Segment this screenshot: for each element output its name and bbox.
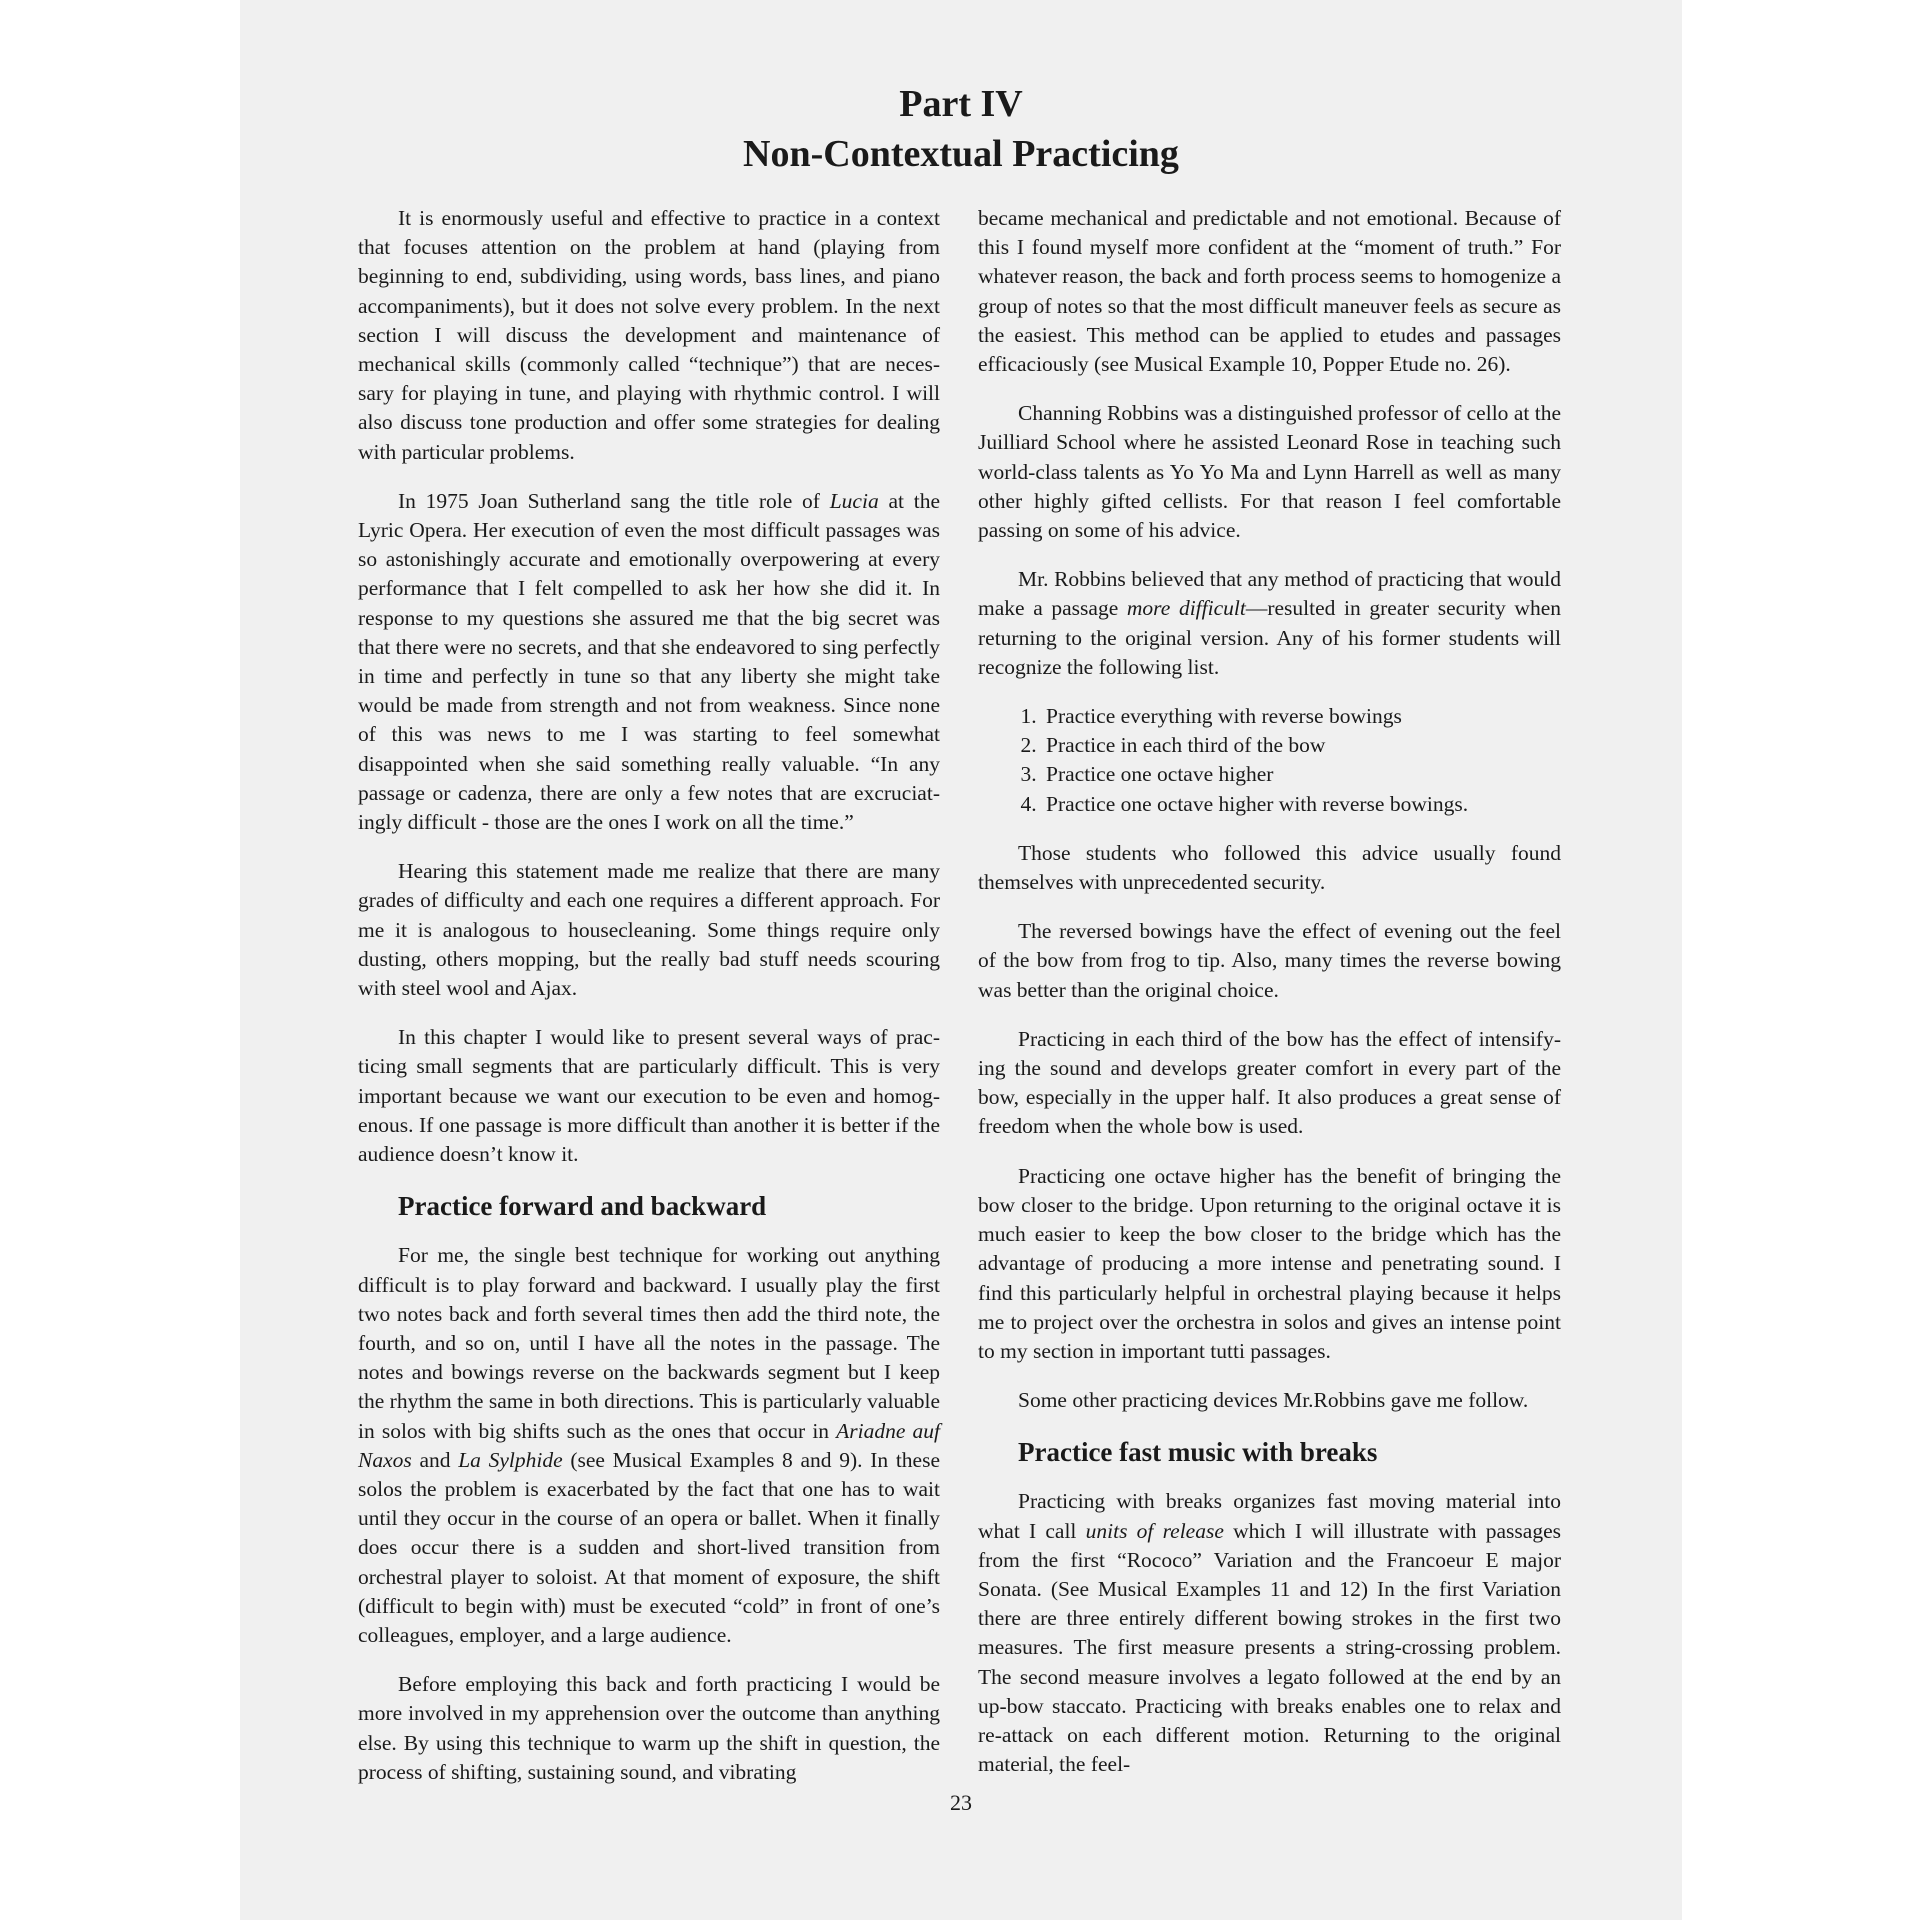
list-item: 1. Practice everything with reverse bowings	[1042, 702, 1561, 731]
part-heading: Part IV	[899, 83, 1023, 125]
chapter-title: Non-Contextual Practicing	[743, 133, 1179, 175]
paragraph: Practicing with breaks organizes fast moving material into what I call units of release which I will illustrate with passages from the first “Rococo” Variation and the Francoeur E major Sonata. (See Musical Examples 11 and 12) In the first Variation there are three entirely different bowing strokes in the first two measures. The first measure presents a string-crossing problem. The second measure involves a legato followed at the end by an up-bow staccato. Practicing with breaks enables one to relax and re-attack on each different motion. Returning to the original material, the feel-	[978, 1489, 1561, 1777]
paragraph: Those students who followed this advice usually found themselves with unprecedented security.	[978, 840, 1561, 895]
practice-list	[978, 702, 1561, 819]
list-item: 2. Practice in each third of the bow	[1042, 731, 1561, 760]
paragraph: In 1975 Joan Sutherland sang the title role of Lucia at the Lyric Opera. Her execution of even the most difficult passages was so astonishingly accurate and emotionally overpowering at every performance that I felt compelled to ask her how she did it. In response to my questions she assured me that the big secret was that there were no secrets, and that she endeavored to sing perfectly in time and perfectly in tune so that any liberty she might take would be made from strength and not from weakness. Since none of this was news to me I was starting to feel somewhat disappointed when she said something really valuable. “In any passage or cadenza, there are only a few notes that are excruciatingly difficult - those are the ones I work on all the time.”	[358, 488, 940, 835]
paragraph: Practicing in each third of the bow has the effect of intensifying the sound and develops greater comfort in every part of the bow, especially in the upper half. It also produces a great sense of freedom when the whole bow is used.	[978, 1026, 1561, 1139]
paragraph: Mr. Robbins believed that any method of practicing that would make a passage more difficult—resulted in greater security when returning to the original version. Any of his former students will recognize the following list.	[978, 567, 1561, 679]
left-column	[358, 204, 940, 1807]
section-heading: Practice forward and backward	[398, 1191, 767, 1222]
paragraph: Before employing this back and forth practicing I would be more involved in my apprehension over the outcome than anything else. By using this technique to warm up the shift in question, the process of shifting, sustaining sound, and vibrating	[358, 1672, 940, 1784]
paragraph: became mechanical and predictable and not emotional. Because of this I found myself more confident at the “moment of truth.” For whatever reason, the back and forth process seems to homogenize a group of notes so that the most difficult maneuver feels as secure as the easiest. This method can be applied to etudes and passages efficaciously (see Musical Example 10, Popper Etude no. 26).	[978, 206, 1561, 377]
paragraph: Hearing this statement made me realize that there are many grades of difficulty and each one requires a different approach. For me it is analogous to housecleaning. Some things require only dusting, others mopping, but the really bad stuff needs scouring with steel wool and Ajax.	[358, 859, 940, 1001]
paragraph: It is enormously useful and effective to practice in a context that focuses attention on the problem at hand (playing from beginning to end, subdividing, using words, bass lines, and piano accompaniments), but it does not solve every problem. In the next section I will discuss the development and maintenance of mechanical skills (commonly called “technique”) that are necessary for playing in tune, and playing with rhythmic control. I will also discuss tone production and offer some strategies for dealing with particular problems.	[358, 206, 940, 464]
paragraph: Channing Robbins was a distinguished professor of cello at the Juilliard School where he assisted Leonard Rose in teaching such world-class talents as Yo Yo Ma and Lynn Harrell as well as many other highly gifted cellists. For that reason I feel comfortable passing on some of his advice.	[978, 401, 1561, 543]
paragraph: The reversed bowings have the effect of evening out the feel of the bow from frog to tip. Also, many times the reverse bowing was better than the original choice.	[978, 919, 1561, 1002]
paragraph: Some other practicing devices Mr.Robbins gave me follow.	[1018, 1388, 1529, 1413]
paragraph: Practicing one octave higher has the benefit of bringing the bow closer to the bridge. Upon returning to the original octave it is much easier to keep the bow closer to the bridge which has the advantage of producing a more intense and penetrating sound. I find this particularly helpful in orchestral playing because it helps me to project over the orchestra in solos and gives an intense point to my section in important tutti passages.	[978, 1163, 1561, 1363]
section-heading: Practice fast music with breaks	[1018, 1437, 1378, 1468]
list-item: 4. Practice one octave higher with reverse bowings.	[1042, 790, 1561, 819]
paragraph: For me, the single best technique for working out anything difficult is to play forward and backward. I usually play the first two notes back and forth several times then add the third note, the fourth, and so on, until I have all the notes in the passage. The notes and bowings reverse on the backwards segment but I keep the rhythm the same in both directions. This is particularly valuable in solos with big shifts such as the ones that occur in Ariadne auf Naxos and La Sylphide (see Musical Examples 8 and 9). In these solos the problem is exacerbated by the fact that one has to wait until they occur in the course of an opera or ballet. When it finally does occur there is a sudden and short-lived transition from orchestral player to soloist. At that moment of exposure, the shift (difficult to begin with) must be executed “cold” in front of one’s colleagues, employer, and a large audience.	[358, 1243, 940, 1647]
page-number: 23	[950, 1790, 972, 1815]
paragraph: In this chapter I would like to present several ways of practicing small segments that are particularly difficult. This is very important because we want our execution to be even and homogenous. If one passage is more difficult than another it is better if the audience doesn’t know it.	[358, 1025, 940, 1167]
book-page	[240, 0, 1682, 1920]
right-column	[978, 204, 1561, 1799]
list-item: 3. Practice one octave higher	[1042, 760, 1561, 789]
